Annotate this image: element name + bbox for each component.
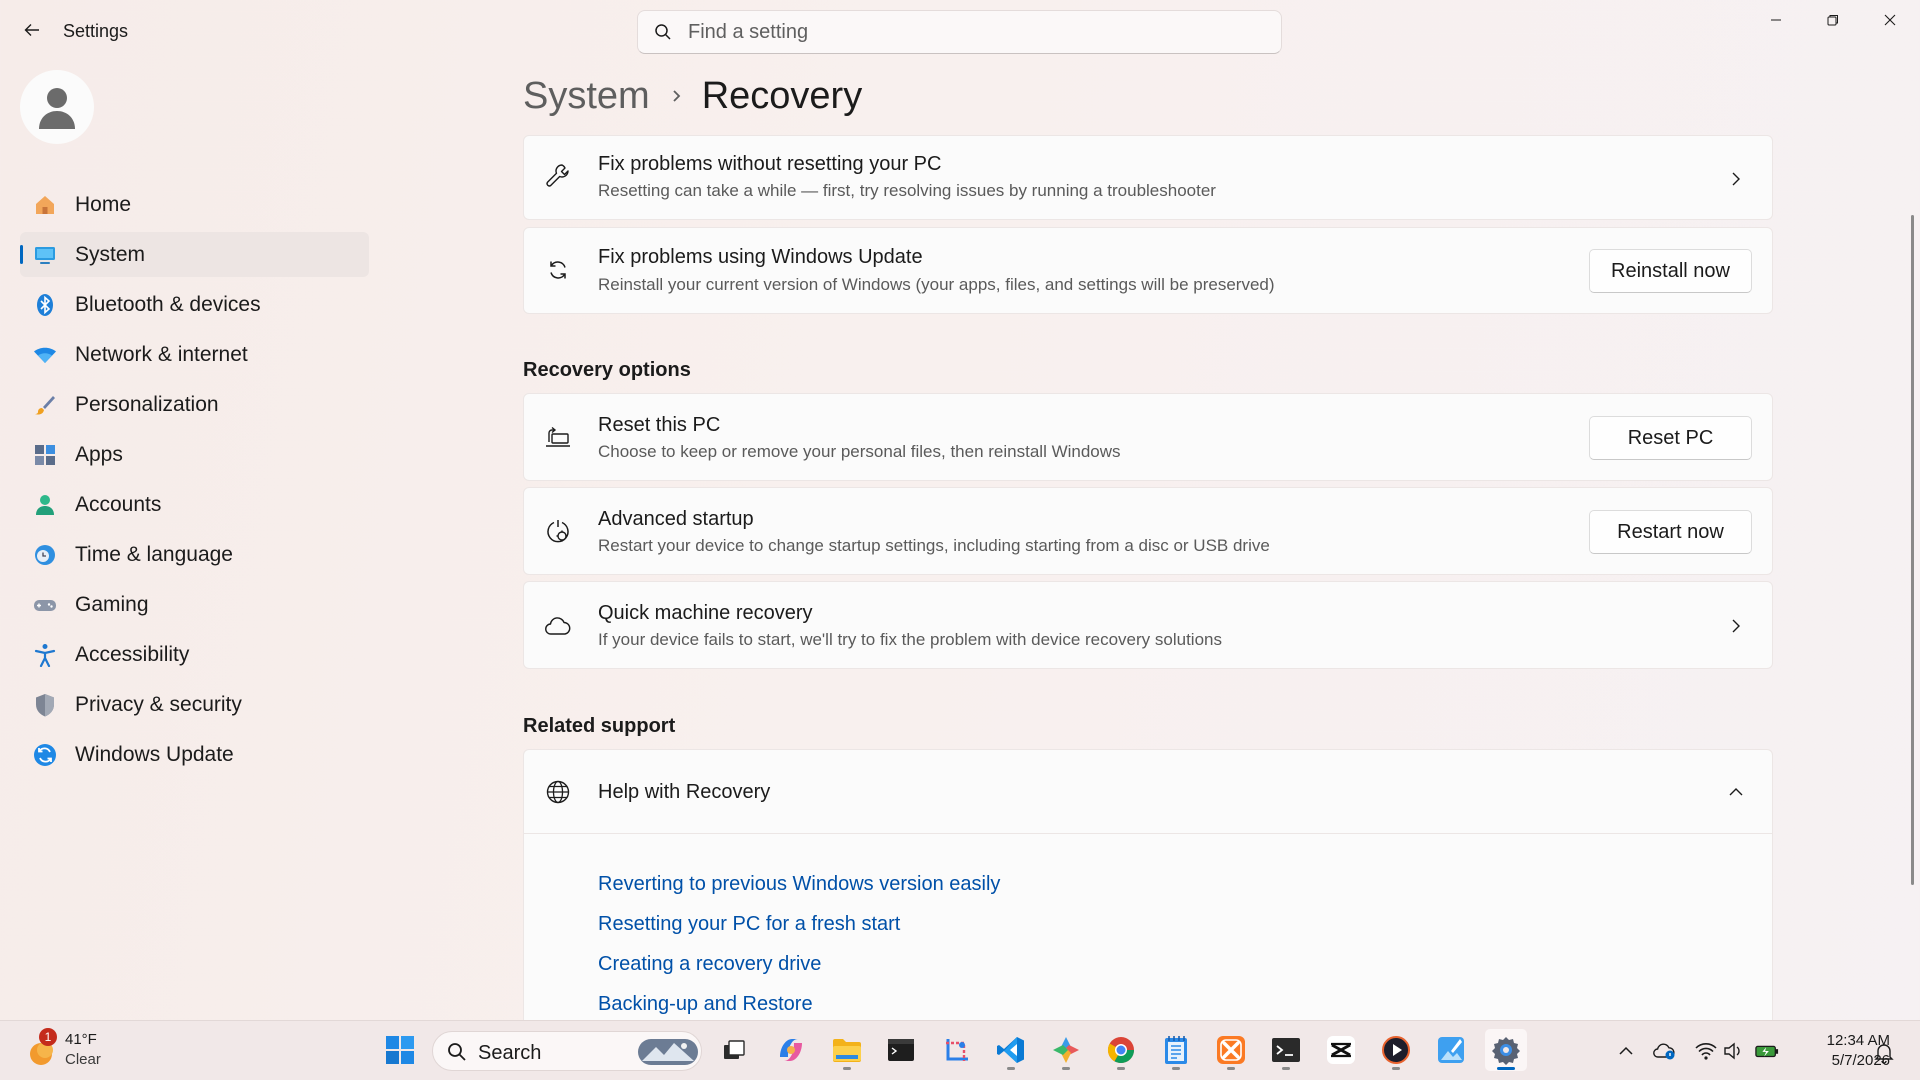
clock-globe-icon: [33, 543, 57, 567]
start-button[interactable]: [379, 1029, 421, 1071]
show-hidden-icons-button[interactable]: [1614, 1039, 1638, 1063]
app-title: Settings: [63, 21, 129, 41]
brush-icon: [33, 393, 57, 417]
accessibility-icon: [33, 643, 57, 667]
weather-widget[interactable]: [24, 1031, 174, 1073]
sidebar-item-time-language[interactable]: [20, 532, 369, 577]
folder-icon: [832, 1037, 862, 1063]
taskbar-app-task-view[interactable]: [713, 1029, 755, 1071]
onedrive-tray-button[interactable]: [1653, 1039, 1677, 1063]
chevron-up-icon: [1618, 1043, 1634, 1059]
card-description: If your device fails to start, we'll try to fix the problem with device recovery solutions: [598, 630, 1222, 649]
bluetooth-icon: [33, 293, 57, 317]
volume-icon: [1723, 1041, 1745, 1061]
sidebar-item-label: Home: [75, 192, 132, 216]
taskbar-app-media-player[interactable]: [1375, 1029, 1417, 1071]
help-link[interactable]: Resetting your PC for a fresh start: [598, 913, 901, 935]
chevron-right-icon: [1728, 618, 1744, 634]
capcut-icon: [1326, 1035, 1356, 1065]
taskbar-app-sparkle[interactable]: [1045, 1029, 1087, 1071]
fix-windows-update-card: [523, 227, 1773, 314]
sidebar-item-label: Accounts: [75, 492, 162, 516]
running-indicator: [1007, 1067, 1015, 1070]
taskbar-app-command-prompt[interactable]: [1265, 1029, 1307, 1071]
running-indicator: [1062, 1067, 1070, 1070]
sidebar-item-gaming[interactable]: [20, 582, 369, 627]
sidebar-item-system[interactable]: [20, 232, 369, 277]
close-button[interactable]: [1862, 0, 1918, 40]
clock-time: 12:34 AM: [1826, 1032, 1890, 1049]
search-icon: [654, 23, 672, 41]
sparkle-app-icon: [1051, 1035, 1081, 1065]
sidebar-item-label: Personalization: [75, 392, 219, 416]
sidebar-item-label: Time & language: [75, 542, 233, 566]
taskbar-search[interactable]: [432, 1031, 702, 1071]
battery-tray-button[interactable]: [1755, 1039, 1779, 1063]
sidebar-item-bluetooth[interactable]: [20, 282, 369, 327]
media-player-icon: [1381, 1035, 1411, 1065]
sidebar-item-accessibility[interactable]: [20, 632, 369, 677]
taskbar: [0, 1020, 1920, 1080]
card-description: Reinstall your current version of Windows (your apps, files, and settings will be preserved): [598, 275, 1275, 294]
shield-icon: [33, 693, 57, 717]
sidebar-nav: [20, 182, 369, 782]
update-icon: [33, 743, 57, 767]
taskbar-app-snipping-tool[interactable]: [936, 1029, 978, 1071]
minimize-button[interactable]: [1748, 0, 1804, 40]
sidebar-item-label: Windows Update: [75, 742, 234, 766]
sidebar-item-network[interactable]: [20, 332, 369, 377]
sidebar-item-label: System: [75, 242, 146, 266]
fix-without-reset-card[interactable]: [523, 135, 1773, 220]
recovery-options-heading: Recovery options: [523, 359, 691, 381]
active-indicator: [1497, 1067, 1515, 1070]
gamepad-icon: [33, 593, 57, 617]
page-title: Recovery: [701, 74, 863, 117]
accounts-icon: [33, 493, 57, 517]
sidebar-item-label: Bluetooth & devices: [75, 292, 261, 316]
apps-icon: [33, 443, 57, 467]
battery-charging-icon: [1755, 1043, 1779, 1059]
user-icon: [37, 85, 77, 129]
vscode-icon: [996, 1035, 1026, 1065]
advanced-startup-card: [523, 487, 1773, 575]
network-tray-button[interactable]: [1694, 1039, 1718, 1063]
vertical-scrollbar[interactable]: [1911, 215, 1914, 885]
taskbar-app-file-explorer[interactable]: [826, 1029, 868, 1071]
running-indicator: [1392, 1067, 1400, 1070]
card-title: Advanced startup: [598, 508, 754, 530]
help-link[interactable]: Backing-up and Restore: [598, 993, 813, 1015]
notepad-icon: [1163, 1035, 1189, 1065]
running-indicator: [1117, 1067, 1125, 1070]
quick-machine-recovery-card[interactable]: [523, 581, 1773, 669]
task-view-icon: [721, 1037, 747, 1063]
help-with-recovery-header[interactable]: [524, 750, 1772, 834]
xampp-icon: [1216, 1035, 1246, 1065]
card-description: Resetting can take a while — first, try resolving issues by running a troubleshooter: [598, 181, 1216, 200]
card-description: Choose to keep or remove your personal files, then reinstall Windows: [598, 442, 1121, 461]
restore-button[interactable]: [1805, 0, 1861, 40]
help-link[interactable]: Reverting to previous Windows version easily: [598, 873, 1001, 895]
sidebar-item-personalization[interactable]: [20, 382, 369, 427]
chrome-icon: [1106, 1035, 1136, 1065]
chevron-up-icon: [1728, 784, 1744, 800]
chevron-right-icon: [1728, 171, 1744, 187]
sidebar-item-privacy-security[interactable]: [20, 682, 369, 727]
cloud-icon: [544, 612, 572, 640]
wifi-icon: [1695, 1041, 1717, 1061]
search-icon: [447, 1042, 467, 1062]
sync-icon: [544, 256, 572, 284]
settings-search-box[interactable]: [637, 10, 1282, 54]
help-link[interactable]: Creating a recovery drive: [598, 953, 822, 975]
weather-temperature: 41°F: [65, 1031, 97, 1048]
sidebar-item-label: Accessibility: [75, 642, 190, 666]
breadcrumb: [523, 70, 862, 122]
reinstall-now-button[interactable]: Reinstall now: [1589, 249, 1752, 293]
sidebar-item-accounts[interactable]: [20, 482, 369, 527]
reset-pc-card: [523, 393, 1773, 481]
taskbar-app-settings[interactable]: [1485, 1029, 1527, 1071]
globe-icon: [544, 778, 572, 806]
breadcrumb-parent[interactable]: System: [523, 74, 650, 117]
help-title: Help with Recovery: [598, 781, 771, 803]
card-title: Fix problems without resetting your PC: [598, 153, 942, 175]
sidebar-item-label: Privacy & security: [75, 692, 242, 716]
clock-date: 5/7/2026: [1831, 1052, 1890, 1069]
card-title: Fix problems using Windows Update: [598, 246, 923, 268]
taskbar-app-copilot[interactable]: [770, 1029, 812, 1071]
taskbar-app-paint[interactable]: [1430, 1029, 1472, 1071]
weather-condition: Clear: [65, 1051, 101, 1068]
sidebar-item-label: Apps: [75, 442, 123, 466]
taskbar-app-xampp[interactable]: [1210, 1029, 1252, 1071]
close-icon: [1884, 14, 1896, 26]
weather-alert-badge: 1: [39, 1028, 57, 1046]
minimize-icon: [1770, 14, 1782, 26]
running-indicator: [1282, 1067, 1290, 1070]
sidebar-item-home[interactable]: [20, 182, 369, 227]
card-title: Reset this PC: [598, 414, 721, 436]
advanced-startup-icon: [544, 518, 572, 546]
running-indicator: [1227, 1067, 1235, 1070]
taskbar-app-capcut[interactable]: [1320, 1029, 1362, 1071]
sidebar-item-label: Network & internet: [75, 342, 248, 366]
reset-pc-button[interactable]: Reset PC: [1589, 416, 1752, 460]
settings-search-input[interactable]: [688, 19, 1248, 45]
help-links-list: [598, 864, 1000, 1024]
notifications-button[interactable]: [1872, 1041, 1896, 1065]
command-prompt-icon: [1271, 1037, 1301, 1063]
related-support-heading: Related support: [523, 715, 676, 737]
taskbar-app-notepad[interactable]: [1155, 1029, 1197, 1071]
sidebar-item-label: Gaming: [75, 592, 149, 616]
search-highlight-icon: [638, 1037, 698, 1067]
restart-now-button[interactable]: Restart now: [1589, 510, 1752, 554]
paint-icon: [1436, 1035, 1466, 1065]
back-button[interactable]: [16, 14, 48, 46]
chevron-right-icon: [670, 89, 684, 103]
snipping-tool-icon: [942, 1035, 972, 1065]
onedrive-icon: [1653, 1041, 1677, 1061]
card-title: Quick machine recovery: [598, 602, 813, 624]
taskbar-app-chrome[interactable]: [1100, 1029, 1142, 1071]
running-indicator: [1172, 1067, 1180, 1070]
taskbar-app-vscode[interactable]: [990, 1029, 1032, 1071]
taskbar-app-terminal[interactable]: [880, 1029, 922, 1071]
title-bar: [0, 0, 1920, 62]
sidebar-item-apps[interactable]: [20, 432, 369, 477]
wrench-icon: [544, 162, 572, 190]
reset-pc-icon: [544, 423, 572, 451]
user-avatar[interactable]: [20, 70, 94, 144]
card-description: Restart your device to change startup settings, including starting from a disc or USB drive: [598, 536, 1270, 555]
windows-logo-icon: [385, 1035, 415, 1065]
volume-tray-button[interactable]: [1722, 1039, 1746, 1063]
home-icon: [33, 193, 57, 217]
wifi-icon: [33, 343, 57, 367]
notification-bell-icon: [1874, 1042, 1894, 1064]
terminal-icon: [887, 1038, 915, 1062]
back-arrow-icon: [23, 21, 41, 39]
settings-gear-icon: [1491, 1035, 1521, 1065]
sidebar-item-windows-update[interactable]: [20, 732, 369, 777]
running-indicator: [843, 1067, 851, 1070]
system-icon: [33, 243, 57, 267]
restore-icon: [1827, 14, 1839, 26]
copilot-icon: [776, 1035, 806, 1065]
taskbar-search-label: Search: [478, 1042, 542, 1064]
